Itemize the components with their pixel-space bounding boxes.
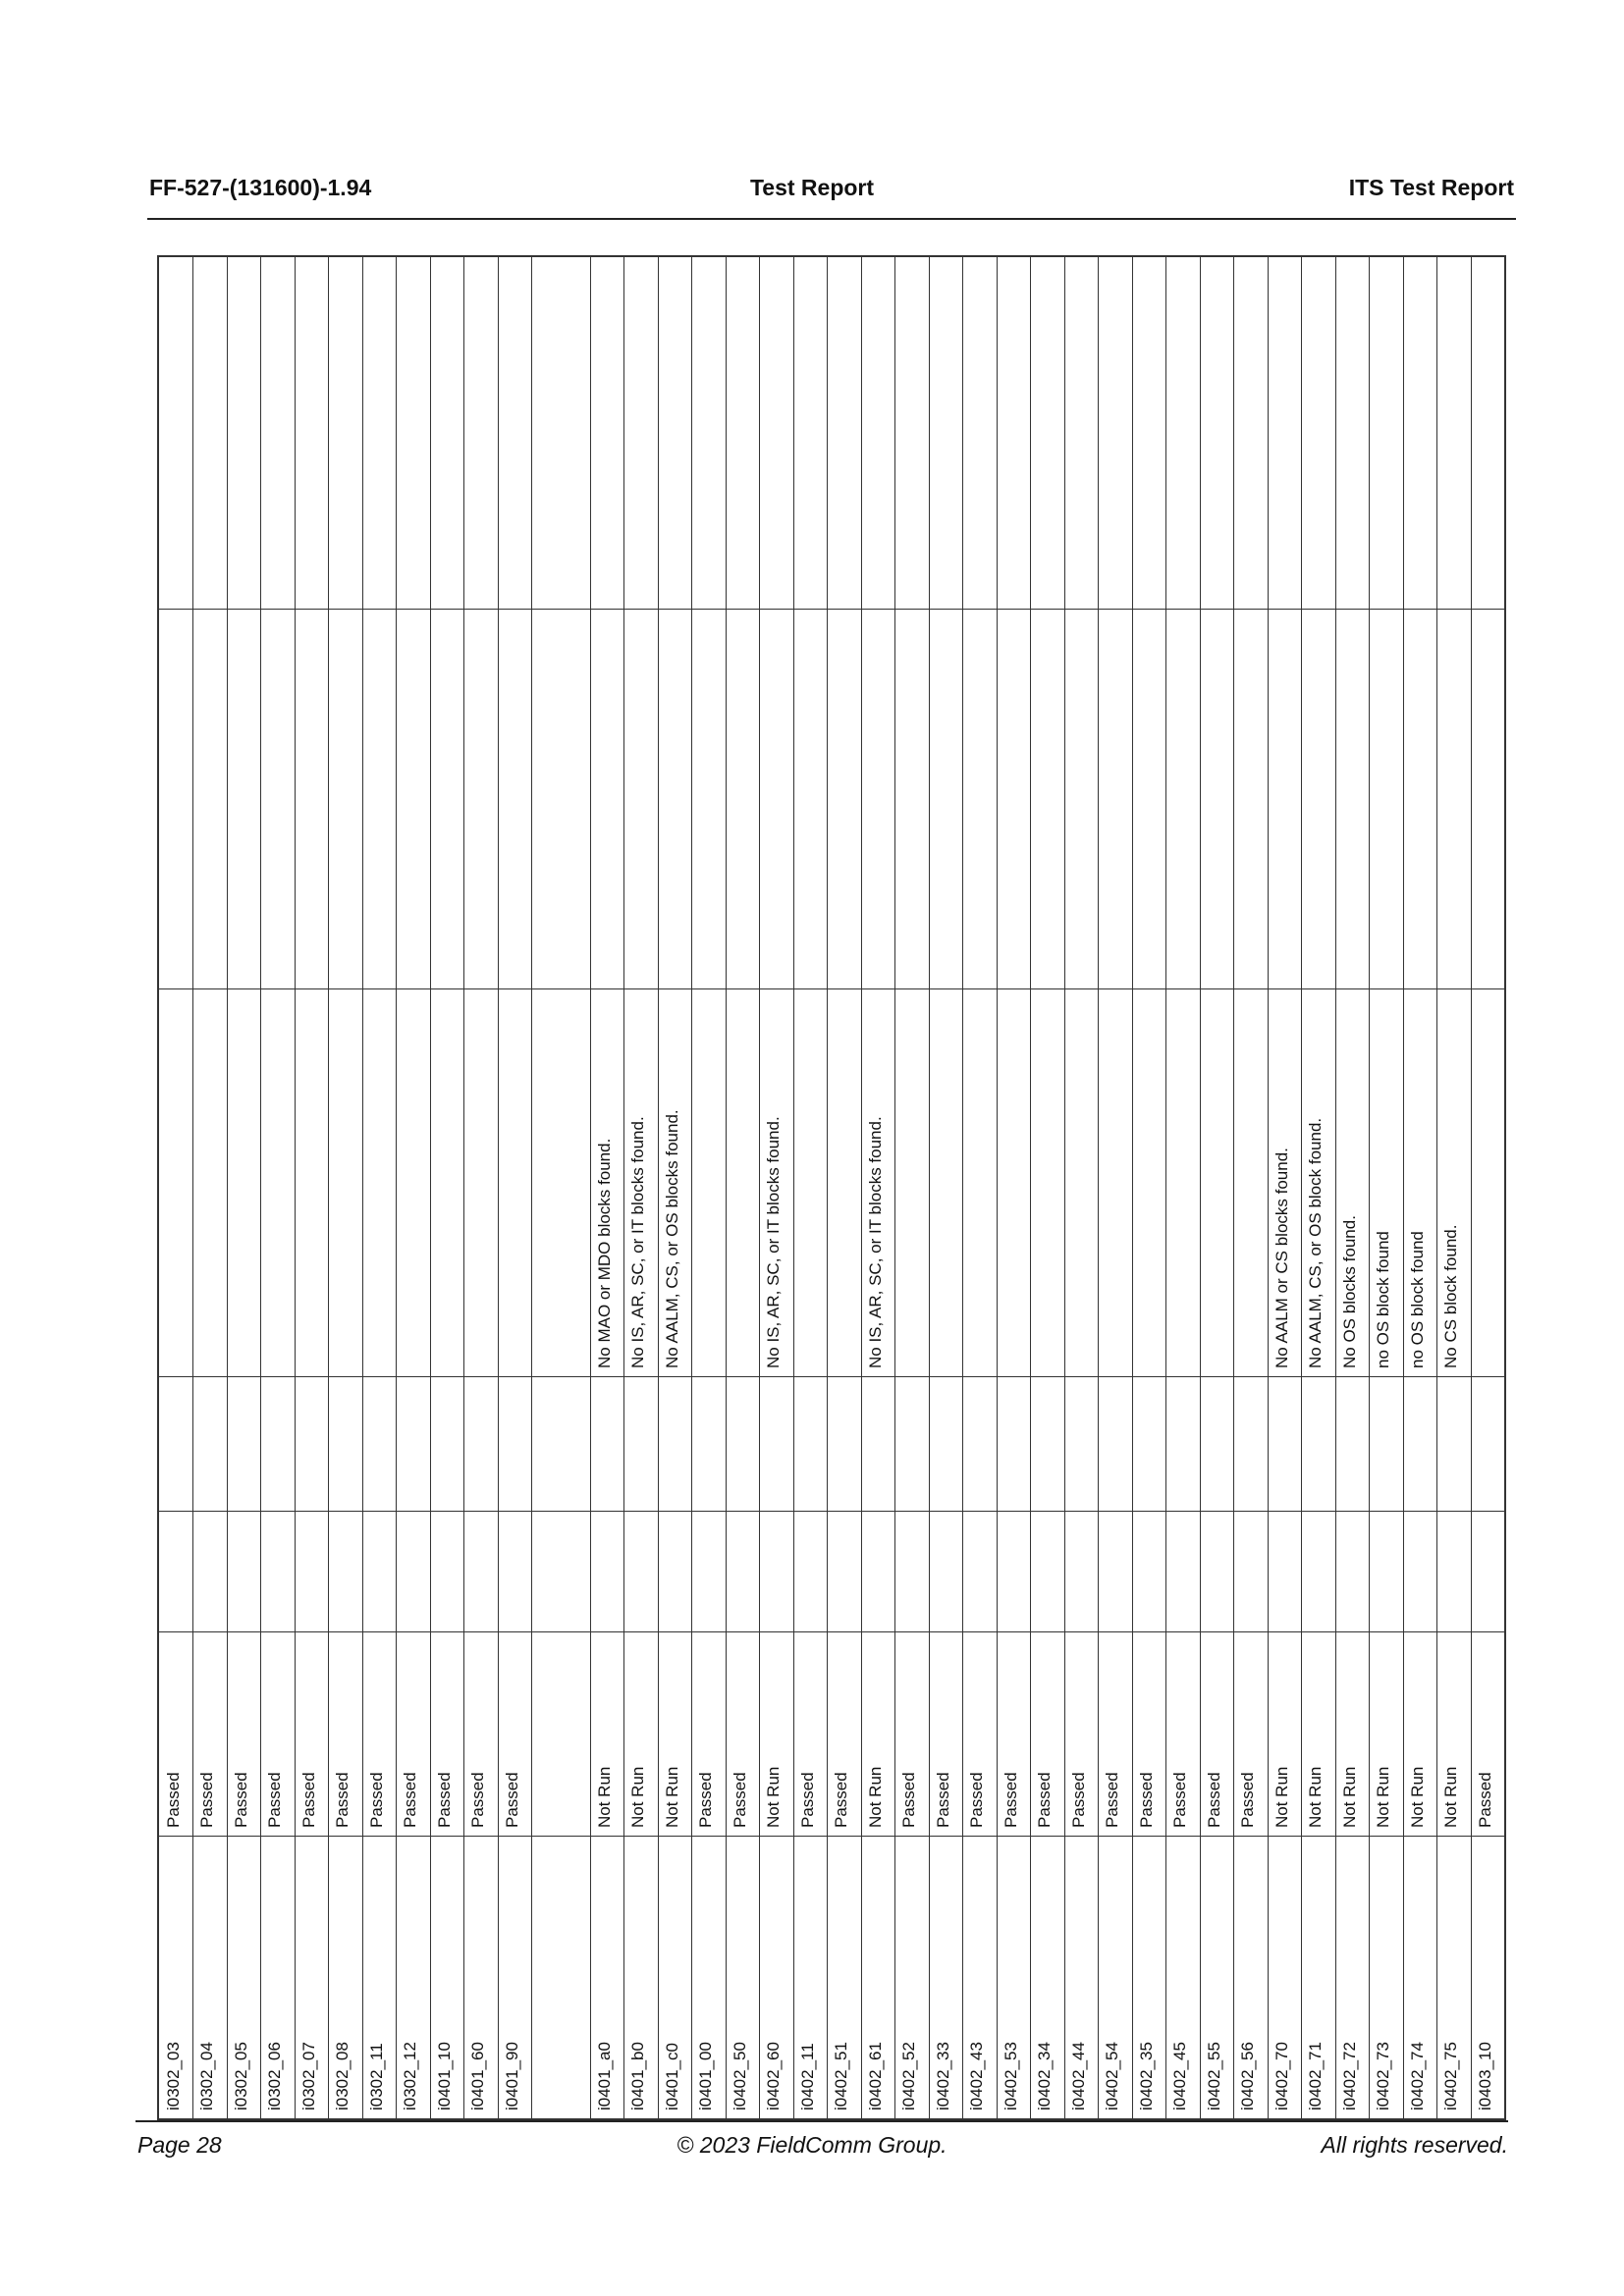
column-divider: [159, 1376, 1504, 1377]
note-cell: No CS block found.: [1441, 1224, 1461, 1368]
result-cell: Passed: [933, 1772, 952, 1828]
header-rule: [147, 218, 1516, 220]
test-id-cell: i0402_51: [832, 2042, 851, 2110]
result-cell: Not Run: [865, 1766, 885, 1828]
rights-notice: All rights reserved.: [1321, 2132, 1508, 2158]
test-id-cell: i0401_c0: [662, 2042, 681, 2110]
result-cell: Not Run: [764, 1766, 784, 1828]
result-cell: Passed: [1103, 1772, 1122, 1828]
result-cell: Passed: [265, 1772, 285, 1828]
test-id-cell: i0401_10: [434, 2042, 454, 2110]
result-cell: Passed: [1204, 1772, 1223, 1828]
row-divider: [894, 257, 895, 2118]
row-divider: [1436, 257, 1437, 2118]
row-divider: [1403, 257, 1404, 2118]
test-id-cell: i0302_07: [298, 2042, 318, 2110]
test-id-cell: i0302_12: [401, 2042, 420, 2110]
row-divider: [328, 257, 329, 2118]
test-id-cell: i0302_04: [197, 2042, 217, 2110]
row-divider: [531, 257, 532, 2118]
row-divider: [658, 257, 659, 2118]
result-cell: Not Run: [594, 1766, 614, 1828]
test-id-cell: i0402_60: [764, 2042, 784, 2110]
result-cell: Passed: [1136, 1772, 1156, 1828]
row-divider: [430, 257, 431, 2118]
row-divider: [1132, 257, 1133, 2118]
result-cell: Passed: [434, 1772, 454, 1828]
test-id-cell: i0402_72: [1339, 2042, 1359, 2110]
result-cell: Not Run: [628, 1766, 648, 1828]
note-cell: No AALM, CS, or OS block found.: [1306, 1117, 1326, 1368]
test-id-cell: i0402_45: [1170, 2042, 1190, 2110]
test-id-cell: i0402_71: [1306, 2042, 1326, 2110]
result-cell: Not Run: [1374, 1766, 1393, 1828]
row-divider: [227, 257, 228, 2118]
test-id-cell: i0302_08: [333, 2042, 352, 2110]
result-cell: Not Run: [1441, 1766, 1461, 1828]
result-cell: Not Run: [662, 1766, 681, 1828]
row-divider: [1335, 257, 1336, 2118]
result-cell: Passed: [1068, 1772, 1088, 1828]
test-id-cell: i0402_56: [1238, 2042, 1258, 2110]
copyright: © 2023 FieldComm Group.: [677, 2132, 947, 2158]
row-divider: [295, 257, 296, 2118]
row-divider: [929, 257, 930, 2118]
page-title: Test Report: [749, 175, 875, 200]
result-cell: Passed: [967, 1772, 987, 1828]
result-cell: Passed: [164, 1772, 183, 1828]
test-id-cell: i0402_52: [899, 2042, 919, 2110]
result-cell: Passed: [468, 1772, 488, 1828]
test-id-cell: i0402_50: [730, 2042, 749, 2110]
test-id-cell: i0402_44: [1068, 2042, 1088, 2110]
result-cell: Passed: [696, 1772, 716, 1828]
test-id-cell: i0402_54: [1103, 2042, 1122, 2110]
row-divider: [396, 257, 397, 2118]
row-divider: [726, 257, 727, 2118]
result-cell: Passed: [797, 1772, 817, 1828]
column-divider: [159, 988, 1504, 989]
test-id-cell: i0401_90: [502, 2042, 521, 2110]
test-id-cell: i0402_75: [1441, 2042, 1461, 2110]
row-divider: [1504, 257, 1505, 2118]
row-divider: [1369, 257, 1370, 2118]
doc-id: FF-527-(131600)-1.94: [149, 175, 372, 200]
column-divider: [159, 1631, 1504, 1632]
row-divider: [260, 257, 261, 2118]
test-id-cell: i0402_74: [1407, 2042, 1427, 2110]
test-id-cell: i0402_11: [797, 2043, 817, 2110]
test-id-cell: i0302_03: [164, 2042, 183, 2110]
row-divider: [192, 257, 193, 2118]
result-cell: Passed: [899, 1772, 919, 1828]
row-divider: [1098, 257, 1099, 2118]
row-divider: [463, 257, 464, 2118]
row-divider: [691, 257, 692, 2118]
row-divider: [759, 257, 760, 2118]
result-cell: Passed: [298, 1772, 318, 1828]
result-cell: Passed: [1035, 1772, 1055, 1828]
result-cell: Passed: [401, 1772, 420, 1828]
test-id-cell: i0402_35: [1136, 2042, 1156, 2110]
test-id-cell: i0402_33: [933, 2042, 952, 2110]
result-cell: Not Run: [1272, 1766, 1291, 1828]
row-divider: [623, 257, 624, 2118]
test-id-cell: i0401_b0: [628, 2042, 648, 2110]
row-divider: [861, 257, 862, 2118]
result-cell: Passed: [333, 1772, 352, 1828]
test-id-cell: i0302_06: [265, 2042, 285, 2110]
result-cell: Passed: [832, 1772, 851, 1828]
footer-rule: [135, 2120, 1508, 2122]
result-cell: Passed: [1475, 1772, 1494, 1828]
column-divider: [159, 1511, 1504, 1512]
result-cell: Passed: [231, 1772, 250, 1828]
column-divider: [159, 1836, 1504, 1837]
row-divider: [997, 257, 998, 2118]
row-divider: [827, 257, 828, 2118]
row-divider: [498, 257, 499, 2118]
test-id-cell: i0401_a0: [594, 2042, 614, 2110]
test-id-cell: i0401_60: [468, 2042, 488, 2110]
test-id-cell: i0401_00: [696, 2042, 716, 2110]
page-number: Page 28: [137, 2132, 222, 2158]
row-divider: [1200, 257, 1201, 2118]
note-cell: No AALM or CS blocks found.: [1272, 1148, 1291, 1368]
test-id-cell: i0402_53: [1001, 2042, 1020, 2110]
result-cell: Not Run: [1339, 1766, 1359, 1828]
test-id-cell: i0403_10: [1475, 2042, 1494, 2110]
note-cell: No IS, AR, SC, or IT blocks found.: [628, 1116, 648, 1368]
note-cell: No OS blocks found.: [1339, 1215, 1359, 1368]
result-cell: Not Run: [1306, 1766, 1326, 1828]
test-id-cell: i0402_73: [1374, 2042, 1393, 2110]
result-cell: Passed: [197, 1772, 217, 1828]
column-divider: [159, 609, 1504, 610]
result-cell: Not Run: [1407, 1766, 1427, 1828]
result-cell: Passed: [502, 1772, 521, 1828]
note-cell: No IS, AR, SC, or IT blocks found.: [764, 1116, 784, 1368]
note-cell: no OS block found: [1374, 1231, 1393, 1368]
note-cell: No MAO or MDO blocks found.: [594, 1138, 614, 1368]
row-divider: [590, 257, 591, 2118]
test-id-cell: i0402_61: [865, 2042, 885, 2110]
result-cell: Passed: [1170, 1772, 1190, 1828]
result-cell: Passed: [730, 1772, 749, 1828]
result-cell: Passed: [366, 1772, 386, 1828]
result-cell: Passed: [1238, 1772, 1258, 1828]
test-id-cell: i0402_55: [1204, 2042, 1223, 2110]
row-divider: [1030, 257, 1031, 2118]
results-table: [157, 255, 1506, 2120]
row-divider: [1165, 257, 1166, 2118]
row-divider: [362, 257, 363, 2118]
test-id-cell: i0402_70: [1272, 2042, 1291, 2110]
note-cell: No IS, AR, SC, or IT blocks found.: [865, 1116, 885, 1368]
test-id-cell: i0302_05: [231, 2042, 250, 2110]
result-cell: Passed: [1001, 1772, 1020, 1828]
test-id-cell: i0402_34: [1035, 2042, 1055, 2110]
row-divider: [962, 257, 963, 2118]
test-id-cell: i0402_43: [967, 2042, 987, 2110]
row-divider: [1064, 257, 1065, 2118]
row-divider: [1471, 257, 1472, 2118]
note-cell: no OS block found: [1407, 1231, 1427, 1368]
report-type: ITS Test Report: [1348, 175, 1514, 200]
row-divider: [793, 257, 794, 2118]
row-divider: [1301, 257, 1302, 2118]
row-divider: [1233, 257, 1234, 2118]
note-cell: No AALM, CS, or OS blocks found.: [662, 1109, 681, 1368]
test-id-cell: i0302_11: [366, 2043, 386, 2110]
row-divider: [1268, 257, 1269, 2118]
